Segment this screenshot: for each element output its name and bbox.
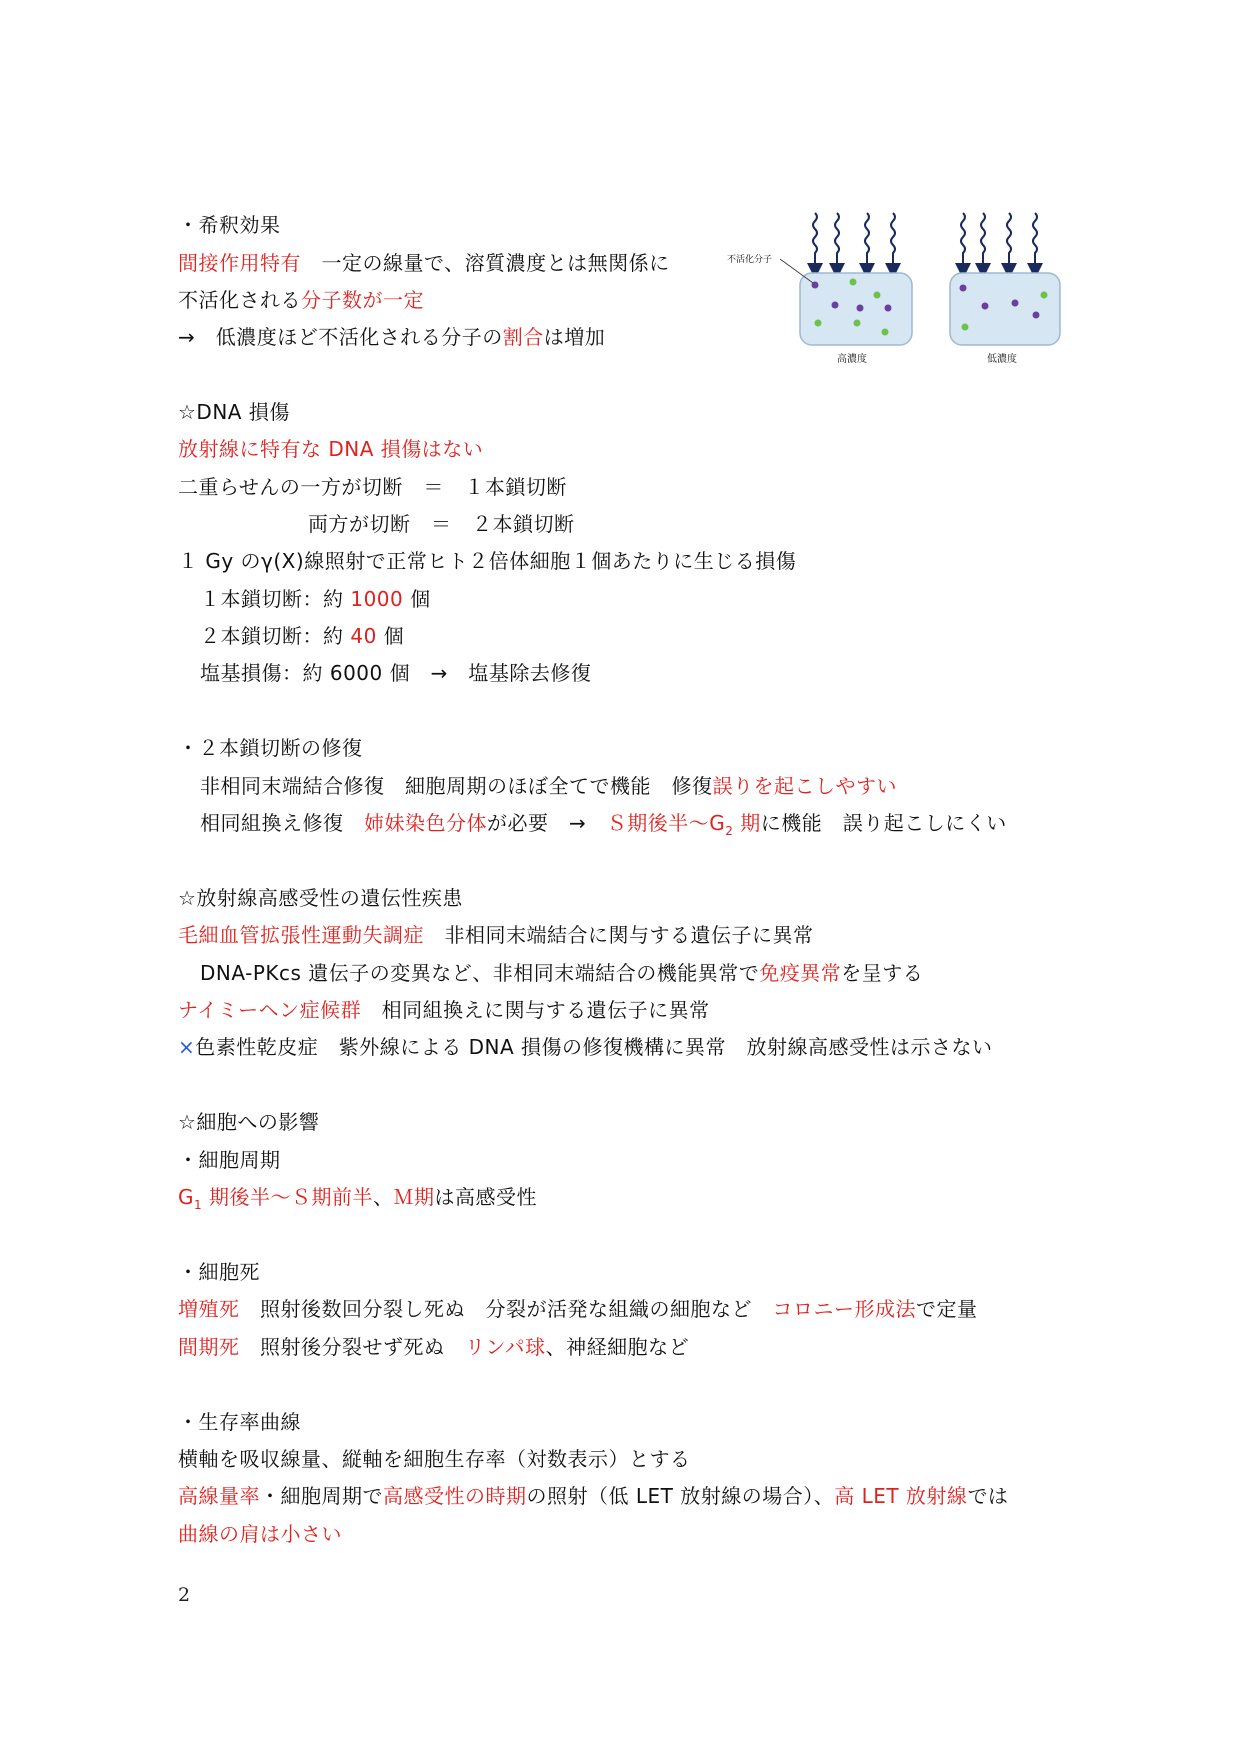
dna-damage-heading: ☆DNA 損傷 <box>178 400 290 424</box>
dilution-line-2: 不活化される分子数が一定 <box>178 288 424 312</box>
radiation-arrow <box>813 213 817 271</box>
disease-line-3: ナイミーヘン症候群 相同組換えに関与する遺伝子に異常 <box>178 998 710 1022</box>
radiation-arrow <box>961 213 965 271</box>
cell-cycle-heading: ・細胞周期 <box>178 1148 281 1172</box>
radiation-arrow <box>865 213 869 271</box>
radiation-arrow <box>891 213 895 271</box>
low-concentration-container <box>950 273 1060 345</box>
high-concentration-label: 高濃度 <box>837 354 867 365</box>
cell-death-line-1: 増殖死 照射後数回分裂し死ぬ 分裂が活発な組織の細胞など コロニー形成法で定量 <box>178 1297 978 1321</box>
dilution-line-1: 間接作用特有 一定の線量で、溶質濃度とは無関係に <box>178 251 670 275</box>
dna-line-3: 両方が切断 ＝ ２本鎖切断 <box>308 512 575 536</box>
cell-death-heading: ・細胞死 <box>178 1260 260 1284</box>
dilution-heading: ・希釈効果 <box>178 213 281 237</box>
survival-line-2: 高線量率・細胞周期で高感受性の時期の照射（低 LET 放射線の場合）、高 LET 放射線では <box>178 1484 1009 1508</box>
inactivated-molecule-label: 不活化分子 <box>727 255 773 265</box>
radiation-arrow <box>1033 213 1037 271</box>
dna-line-2: 二重らせんの一方が切断 ＝ １本鎖切断 <box>178 475 567 499</box>
indirect-action-term: 間接作用特有 <box>178 251 301 275</box>
repair-heading: ・２本鎖切断の修復 <box>178 736 363 760</box>
survival-line-3: 曲線の肩は小さい <box>178 1522 342 1546</box>
page-number: 2 <box>178 1584 191 1606</box>
cell-heading: ☆細胞への影響 <box>178 1110 320 1134</box>
survival-line-1: 横軸を吸収線量、縦軸を細胞生存率（対数表示）とする <box>178 1447 691 1471</box>
dna-line-1: 放射線に特有な DNA 損傷はない <box>178 437 484 461</box>
disease-heading: ☆放射線高感受性の遺伝性疾患 <box>178 886 463 910</box>
low-concentration-label: 低濃度 <box>987 354 1017 365</box>
repair-line-1: 非相同末端結合修復 細胞周期のほぼ全てで機能 修復誤りを起こしやすい <box>200 774 897 798</box>
disease-line-2: DNA-PKcs 遺伝子の変異など、非相同末端結合の機能異常で免疫異常を呈する <box>200 961 924 985</box>
repair-line-2: 相同組換え修復 姉妹染色分体が必要 → Ｓ期後半$\sim G_2$ 期に機能 誤り起こしにくい <box>200 811 1007 838</box>
cell-cycle-line: $G_1$ 期後半～Ｓ期前半、Ｍ期は高感受性 <box>178 1185 537 1212</box>
cross-mark-icon: × <box>178 1035 196 1059</box>
dna-line-6: ２本鎖切断：約 40 個 <box>200 624 405 648</box>
disease-line-1: 毛細血管拡張性運動失調症 非相同末端結合に関与する遺伝子に異常 <box>178 923 814 947</box>
dna-line-7: 塩基損傷：約 6000 個 → 塩基除去修復 <box>200 661 592 685</box>
radiation-arrow <box>1007 213 1011 271</box>
disease-line-4: ×色素性乾皮症 紫外線による DNA 損傷の修復機構に異常 放射線高感受性は示さない <box>178 1035 993 1059</box>
radiation-arrow <box>835 213 839 271</box>
dna-line-5: １本鎖切断：約 1000 個 <box>200 587 431 611</box>
cell-death-line-2: 間期死 照射後分裂せず死ぬ リンパ球、神経細胞など <box>178 1335 690 1359</box>
dilution-effect-figure <box>725 205 1070 375</box>
dna-line-4: １ Gy のγ(X)線照射で正常ヒト２倍体細胞１個あたりに生じる損傷 <box>178 549 797 573</box>
survival-curve-heading: ・生存率曲線 <box>178 1410 301 1434</box>
radiation-arrow <box>981 213 985 271</box>
dilution-line-3: → 低濃度ほど不活化される分子の割合は増加 <box>178 325 606 349</box>
